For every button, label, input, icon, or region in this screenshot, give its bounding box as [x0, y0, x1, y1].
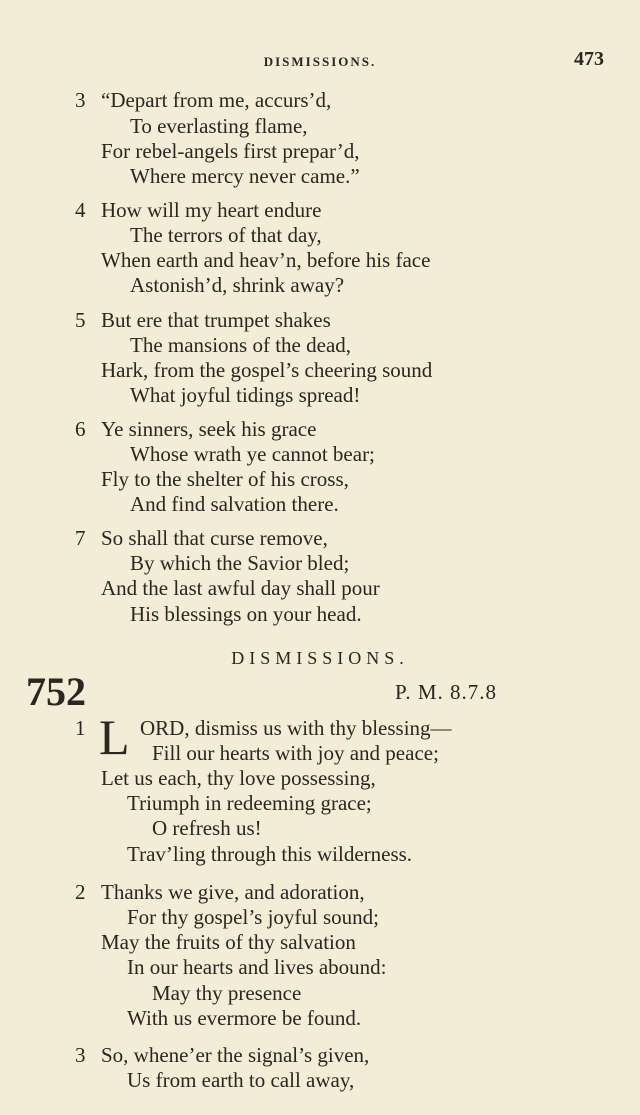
- verse-line: Hark, from the gospel’s cheering sound: [101, 358, 433, 382]
- verse-line: To everlasting flame,: [130, 114, 308, 138]
- verse-line: The mansions of the dead,: [130, 333, 352, 357]
- verse-line: When earth and heav’n, before his face: [101, 248, 431, 272]
- verse-line: Trav’ling through this wilderness.: [127, 842, 413, 866]
- stanza-number: 1: [75, 716, 86, 740]
- verse-line: For thy gospel’s joyful sound;: [127, 905, 380, 929]
- verse-line: In our hearts and lives abound:: [127, 955, 387, 979]
- verse-line: And find salvation there.: [130, 492, 339, 516]
- verse-line: May the fruits of thy salvation: [101, 930, 356, 954]
- verse-line: But ere that trumpet shakes: [101, 308, 331, 332]
- verse-line: Fill our hearts with joy and peace;: [152, 741, 439, 765]
- verse-line: By which the Savior bled;: [130, 551, 350, 575]
- verse-line: With us evermore be found.: [127, 1006, 362, 1030]
- running-header: DISMISSIONS.: [263, 54, 377, 69]
- verse-line: Whose wrath ye cannot bear;: [130, 442, 375, 466]
- stanza-number: 5: [75, 308, 86, 332]
- verse-line: Let us each, thy love possessing,: [101, 766, 376, 790]
- verse-line: Where mercy never came.”: [130, 164, 360, 188]
- verse-line: So shall that curse remove,: [101, 526, 328, 550]
- verse-line: May thy presence: [152, 981, 302, 1005]
- verse-line: For rebel-angels first prepar’d,: [101, 139, 360, 163]
- stanza-number: 4: [75, 198, 86, 222]
- verse-line: And the last awful day shall pour: [101, 576, 380, 600]
- section-title: DISMISSIONS.: [231, 648, 409, 668]
- stanza-number: 6: [75, 417, 86, 441]
- verse-line: ORD, dismiss us with thy blessing—: [140, 716, 452, 740]
- hymn-number: 752: [26, 669, 86, 714]
- hymn-meter: P. M. 8.7.8: [395, 680, 498, 704]
- stanza-number: 3: [75, 1043, 86, 1067]
- verse-line: The terrors of that day,: [130, 223, 322, 247]
- stanza-number: 7: [75, 526, 86, 550]
- verse-line: How will my heart endure: [101, 198, 322, 222]
- verse-line: His blessings on your head.: [130, 602, 362, 626]
- verse-line: Astonish’d, shrink away?: [130, 273, 345, 297]
- verse-line: What joyful tidings spread!: [130, 383, 361, 407]
- verse-line: Us from earth to call away,: [127, 1068, 355, 1092]
- verse-line: “Depart from me, accurs’d,: [101, 88, 332, 112]
- verse-line: Thanks we give, and adoration,: [101, 880, 365, 904]
- stanza-number: 2: [75, 880, 86, 904]
- verse-line: Triumph in redeeming grace;: [127, 791, 372, 815]
- page-number: 473: [574, 48, 604, 70]
- verse-line: So, whene’er the signal’s given,: [101, 1043, 370, 1067]
- verse-line: Fly to the shelter of his cross,: [101, 467, 349, 491]
- verse-line: O refresh us!: [152, 816, 262, 840]
- drop-cap: L: [99, 709, 130, 765]
- verse-line: Ye sinners, seek his grace: [101, 417, 317, 441]
- stanza-number: 3: [75, 88, 86, 112]
